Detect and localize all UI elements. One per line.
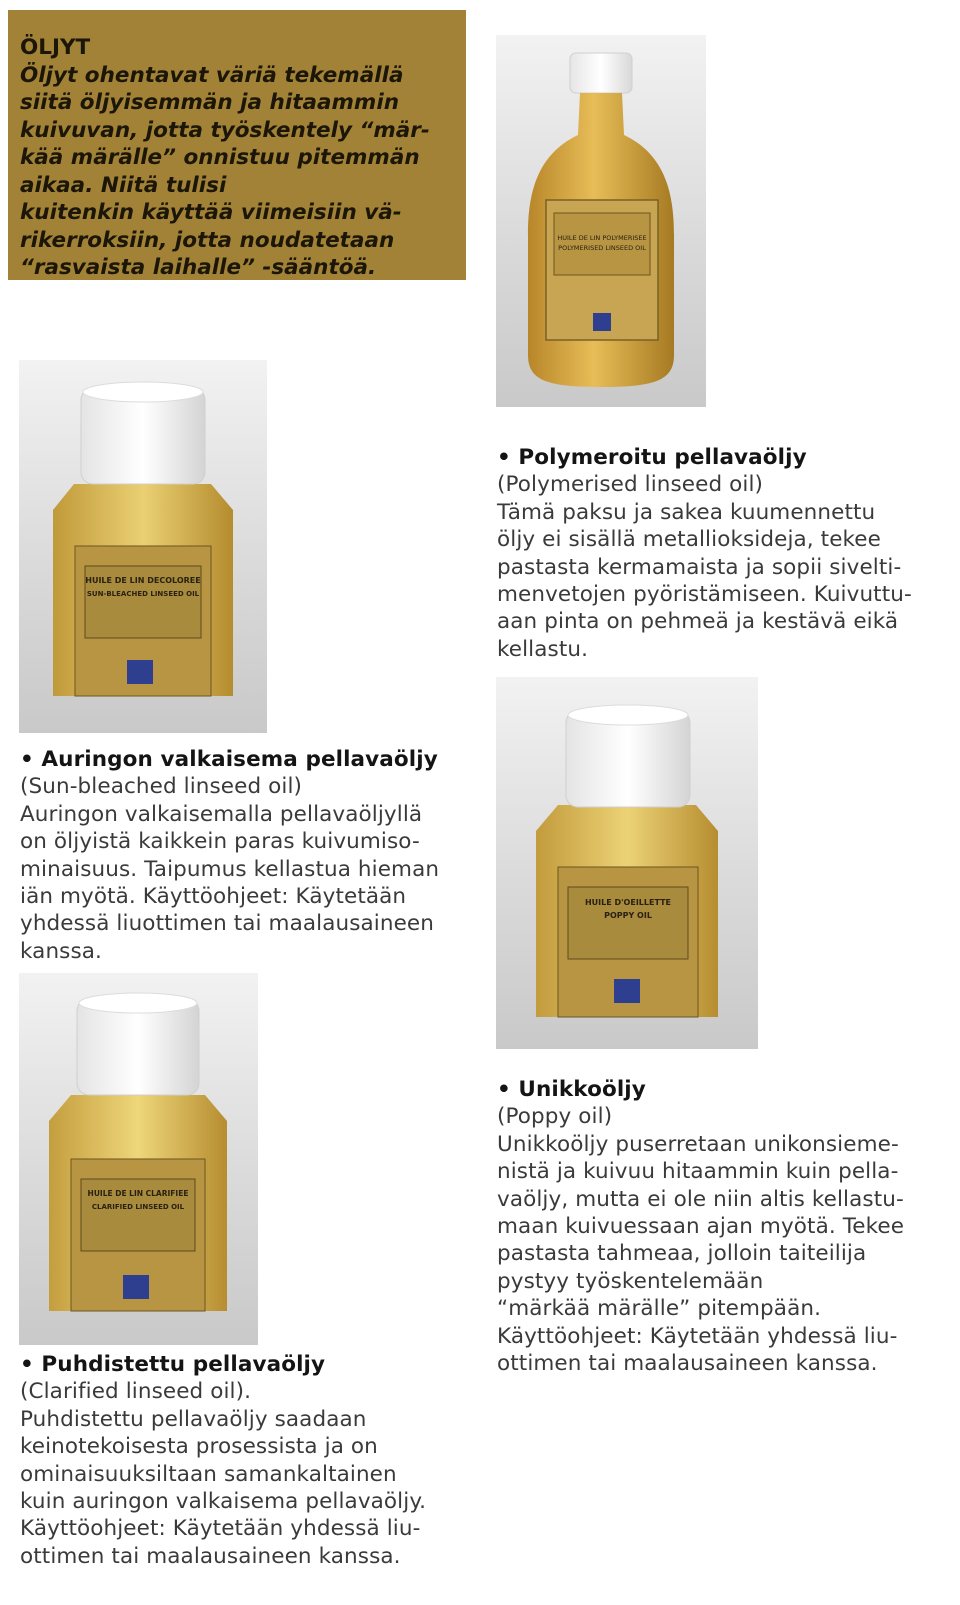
clarified-title: • Puhdistettu pellavaöljy [20,1352,326,1377]
brand-logo-icon [614,979,640,1003]
polymerised-line: aan pinta on pehmeä ja kestävä eikä [497,609,899,635]
poppy-line: (Poppy oil) [497,1104,613,1130]
clarified-label-line: HUILE DE LIN CLARIFIEE [87,1189,189,1198]
poppy-line: Unikkoöljy puserretaan unikonsieme- [497,1131,899,1157]
polymerised-label-line: HUILE DE LIN POLYMERISEE [557,234,647,242]
polymerised-description [497,444,912,663]
polymerised-label-line: POLYMERISED LINSEED OIL [558,244,646,252]
intro-line: Öljyt ohentavat väriä tekemällä [20,62,404,88]
brand-logo-icon [127,660,153,684]
poppy-line: vaöljy, mutta ei ole niin altis kellastu- [497,1186,904,1212]
sunbleached-title: • Auringon valkaisema pellavaöljy [20,747,438,772]
sunbleached-description [20,746,439,965]
poppy-line: Käyttöohjeet: Käytetään yhdessä liu- [497,1323,898,1349]
sunbleached-label-line: HUILE DE LIN DECOLOREE [85,576,201,585]
clarified-line: (Clarified linseed oil). [20,1379,252,1405]
sunbleached-line: yhdessä liuottimen tai maalausaineen [20,911,434,937]
clarified-oil-bottle-photo [19,973,258,1345]
sunbleached-line: Auringon valkaisemalla pellavaöljyllä [20,801,423,827]
sunbleached-label-line: SUN-BLEACHED LINSEED OIL [86,590,200,598]
polymerised-line: öljy ei sisällä metallioksideja, tekee [497,527,881,553]
clarified-description [20,1351,426,1570]
intro-heading: ÖLJYT [20,35,91,60]
polymerised-line: pastasta kermamaista ja sopii sivelti- [497,554,902,580]
sunbleached-line: minaisuus. Taipumus kellastua hieman [20,856,440,882]
brand-logo-icon [593,313,611,331]
poppy-line: nistä ja kuivuu hitaammin kuin pella- [497,1159,899,1185]
clarified-line: keinotekoisesta prosessista ja on [20,1434,378,1460]
poppy-line: “märkää märälle” pitempään. [497,1296,822,1322]
poppy-title: • Unikkoöljy [497,1077,646,1102]
poppy-line: pastasta tahmeaa, jolloin taiteilija [497,1241,867,1267]
intro-line: siitä öljyisemmän ja hitaammin [20,90,400,115]
poppy-line: pystyy työskentelemään [497,1268,764,1294]
polymerised-line: (Polymerised linseed oil) [497,472,764,498]
polymerised-title: • Polymeroitu pellavaöljy [497,445,807,470]
clarified-line: ominaisuuksiltaan samankaltainen [20,1461,397,1487]
clarified-label-line: CLARIFIED LINSEED OIL [91,1203,185,1211]
intro-line: aikaa. Niitä tulisi [20,172,227,198]
intro-line: kuivuvan, jotta työskentely “mär- [20,117,430,143]
polymerised-line: Tämä paksu ja sakea kuumennettu [497,499,876,525]
intro-line: “rasvaista laihalle” -sääntöä. [20,255,377,280]
clarified-line: kuin auringon valkaisema pellavaöljy. [20,1489,427,1515]
poppy-line: ottimen tai maalausaineen kanssa. [497,1351,878,1377]
polymerised-oil-bottle-photo [496,35,706,407]
polymerised-line: menvetojen pyöristämiseen. Kuivuttu- [497,582,912,608]
brand-logo-icon [123,1275,149,1299]
intro-line: rikerroksiin, jotta noudatetaan [20,227,395,253]
intro-box [8,10,466,280]
polymerised-line: kellastu. [497,636,589,662]
clarified-line: ottimen tai maalausaineen kanssa. [20,1543,401,1569]
sunbleached-line: on öljyistä kaikkein paras kuivumiso- [20,829,420,855]
clarified-line: Puhdistettu pellavaöljy saadaan [20,1406,367,1432]
poppy-label-line: HUILE D'OEILLETTE [584,898,672,907]
poppy-line: maan kuivuessaan ajan myötä. Tekee [497,1214,905,1240]
intro-line: kää märälle” onnistuu pitemmän [20,145,420,170]
sunbleached-line: kanssa. [20,938,102,964]
intro-line: kuitenkin käyttää viimeisiin vä- [20,200,402,225]
clarified-line: Käyttöohjeet: Käytetään yhdessä liu- [20,1516,421,1542]
poppy-oil-bottle-photo [496,677,758,1049]
sunbleached-line: (Sun-bleached linseed oil) [20,774,303,800]
sunbleached-oil-bottle-photo [19,360,267,733]
poppy-label-line: POPPY OIL [604,911,652,920]
poppy-description [497,1076,904,1377]
sunbleached-line: iän myötä. Käyttöohjeet: Käytetään [20,884,407,910]
